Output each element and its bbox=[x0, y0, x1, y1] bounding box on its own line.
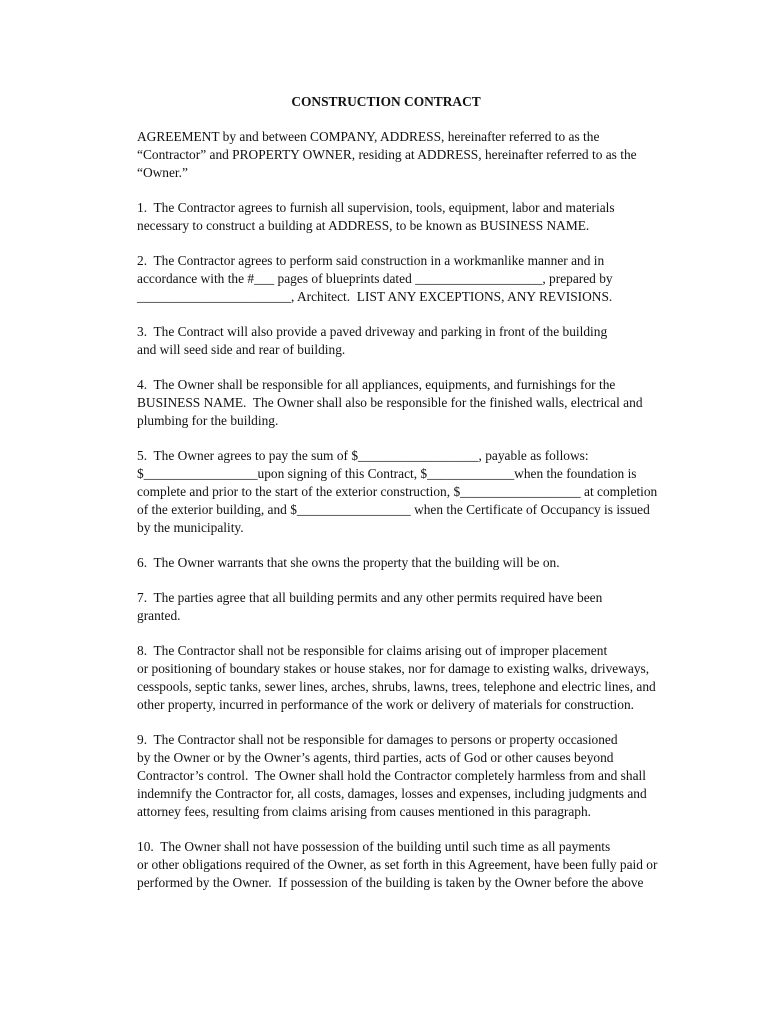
text-line: $_________________upon signing of this Contract, $_____________when the foundation is bbox=[137, 466, 637, 481]
text-line: other property, incurred in performance of the work or delivery of materials for construction. bbox=[137, 697, 635, 712]
clause-paragraph bbox=[90, 642, 682, 714]
clause-paragraph bbox=[90, 323, 682, 359]
text-line: granted. bbox=[137, 608, 181, 623]
text-line: 7. The parties agree that all building permits and any other permits required have been bbox=[137, 590, 603, 605]
text-line: 9. The Contractor shall not be responsible for damages to persons or property occasioned bbox=[137, 732, 618, 747]
text-line: AGREEMENT by and between COMPANY, ADDRESS, hereinafter referred to as the bbox=[137, 129, 600, 144]
text-line: necessary to construct a building at ADDRESS, to be known as BUSINESS NAME. bbox=[137, 218, 590, 233]
text-line: attorney fees, resulting from claims arising from causes mentioned in this paragraph. bbox=[137, 804, 592, 819]
text-line: BUSINESS NAME. The Owner shall also be responsible for the finished walls, electrical and bbox=[137, 395, 643, 410]
clause-paragraph bbox=[90, 838, 682, 892]
text-line: indemnify the Contractor for, all costs, damages, losses and expenses, including judgments and bbox=[137, 786, 647, 801]
text-line: _______________________, Architect. LIST ANY EXCEPTIONS, ANY REVISIONS. bbox=[137, 289, 613, 304]
text-line: “Contractor” and PROPERTY OWNER, residing at ADDRESS, hereinafter referred to as the bbox=[137, 147, 637, 162]
text-line: accordance with the #___ pages of blueprints dated ___________________, prepared by bbox=[137, 271, 613, 286]
text-line: 3. The Contract will also provide a paved driveway and parking in front of the building bbox=[137, 324, 608, 339]
text-line: 6. The Owner warrants that she owns the property that the building will be on. bbox=[137, 555, 560, 570]
clause-paragraph bbox=[90, 731, 682, 821]
text-line: performed by the Owner. If possession of the building is taken by the Owner before the above bbox=[137, 875, 644, 890]
agreement-intro-paragraph bbox=[90, 128, 682, 182]
document-body bbox=[90, 93, 682, 909]
clause-paragraph bbox=[90, 376, 682, 430]
paragraph-list bbox=[90, 128, 682, 892]
text-line: 10. The Owner shall not have possession of the building until such time as all payments bbox=[137, 839, 611, 854]
clause-paragraph bbox=[90, 554, 682, 572]
page-title: CONSTRUCTION CONTRACT bbox=[291, 94, 481, 109]
text-line: “Owner.” bbox=[137, 165, 188, 180]
clause-paragraph bbox=[90, 447, 682, 537]
text-line: complete and prior to the start of the exterior construction, $__________________ at completion bbox=[137, 484, 658, 499]
text-line: 1. The Contractor agrees to furnish all supervision, tools, equipment, labor and materials bbox=[137, 200, 615, 215]
text-line: and will seed side and rear of building. bbox=[137, 342, 346, 357]
text-line: by the municipality. bbox=[137, 520, 244, 535]
text-line: Contractor’s control. The Owner shall hold the Contractor completely harmless from and shall bbox=[137, 768, 646, 783]
text-line: or other obligations required of the Owner, as set forth in this Agreement, have been fully paid or bbox=[137, 857, 658, 872]
text-line: 8. The Contractor shall not be responsible for claims arising out of improper placement bbox=[137, 643, 608, 658]
text-line: 4. The Owner shall be responsible for all appliances, equipments, and furnishings for the bbox=[137, 377, 616, 392]
text-line: 5. The Owner agrees to pay the sum of $__________________, payable as follows: bbox=[137, 448, 589, 463]
clause-paragraph bbox=[90, 589, 682, 625]
text-line: cesspools, septic tanks, sewer lines, arches, shrubs, lawns, trees, telephone and electric lines, and bbox=[137, 679, 656, 694]
clause-paragraph bbox=[90, 199, 682, 235]
text-line: plumbing for the building. bbox=[137, 413, 279, 428]
text-line: by the Owner or by the Owner’s agents, third parties, acts of God or other causes beyond bbox=[137, 750, 614, 765]
text-line: or positioning of boundary stakes or house stakes, nor for damage to existing walks, driveways, bbox=[137, 661, 650, 676]
text-line: 2. The Contractor agrees to perform said construction in a workmanlike manner and in bbox=[137, 253, 605, 268]
clause-paragraph bbox=[90, 252, 682, 306]
text-line: of the exterior building, and $_________________ when the Certificate of Occupancy is issued bbox=[137, 502, 650, 517]
